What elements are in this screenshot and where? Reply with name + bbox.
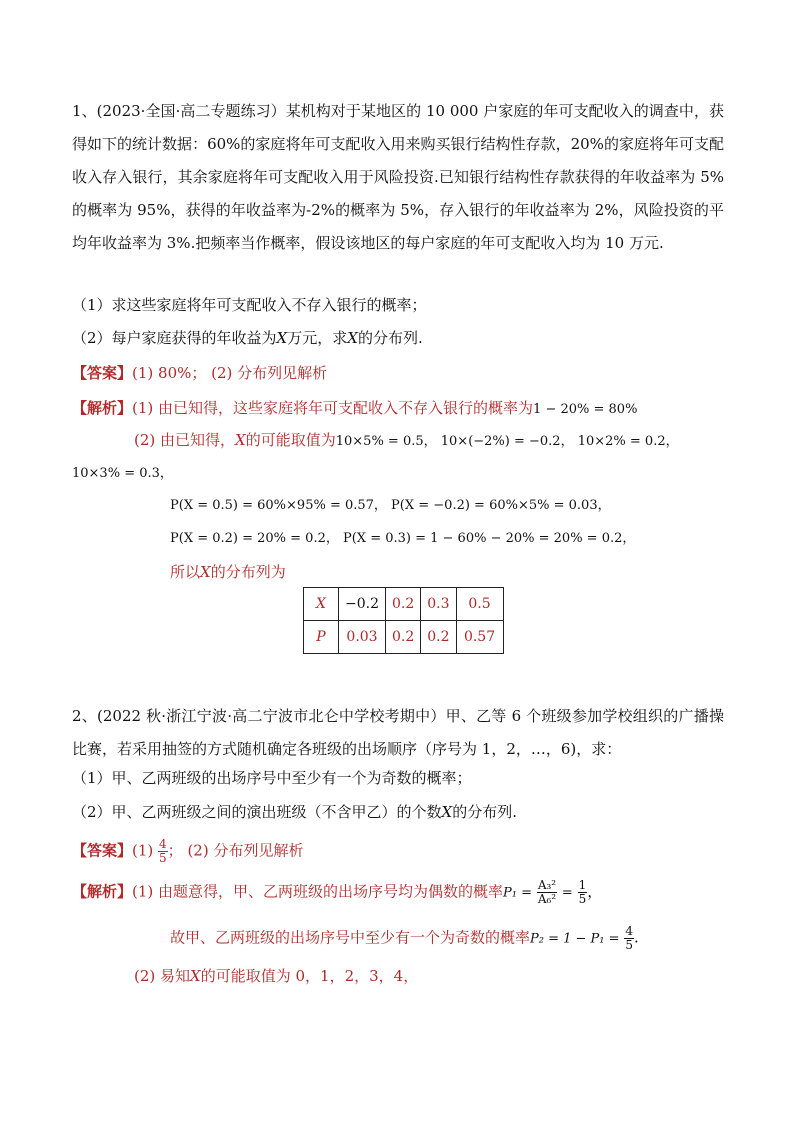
q2-answer-frac-num: 4 <box>159 837 167 851</box>
q2-a1-res-den: 5 <box>578 892 587 906</box>
q2-a1-end: ， <box>587 882 603 901</box>
q1-p-line2: P(X = 0.2) = 20% = 0.2， P(X = 0.3) = 1 − 60% − 20% = 20% = 0.2， <box>170 531 636 546</box>
q2-a1b-num: 4 <box>625 924 633 938</box>
q2-answer-tag: 【答案】 <box>72 841 133 860</box>
q2-a1-eq: = <box>561 885 573 901</box>
q1-a2-text: (2) 由已知得， <box>134 431 236 449</box>
table-cell: 0.2 <box>386 588 421 621</box>
q2-sub2-var: X <box>441 803 453 821</box>
q1-p-line1: P(X = 0.5) = 60%×95% = 0.57， P(X = −0.2) = 60%×5% = 0.03， <box>170 498 611 513</box>
q1-conclusion-pre: 所以 <box>170 563 201 581</box>
q2-answer-post: ； (2) 分布列见解析 <box>167 841 304 860</box>
q1-sub1: （1）求这些家庭将年可支配收入不存入银行的概率； <box>72 296 427 314</box>
q1-sub2 <box>72 327 423 348</box>
q1-sub2-pre: （2）每户家庭获得的年收益为 <box>72 329 277 347</box>
q1-sub2-mid: 万元，求 <box>287 329 348 347</box>
q1-sub2-post: 的分布列. <box>357 329 423 347</box>
q1-a1-text: (1) 由已知得，这些家庭将年可支配收入不存入银行的概率为 <box>132 399 534 417</box>
q2-sub2-post: 的分布列. <box>452 803 518 821</box>
q1-analysis-1 <box>72 397 637 418</box>
q2-a1-text: (1) 由题意得，甲、乙两班级的出场序号均为偶数的概率 <box>132 882 504 901</box>
table-head-p: P <box>304 621 339 654</box>
q2-answer-frac-den: 5 <box>159 851 167 865</box>
q2-analysis-2 <box>134 965 418 986</box>
q2-sub2-pre: （2）甲、乙两班级之间的演出班级（不含甲乙）的个数 <box>72 803 442 821</box>
q2-a2-text2: 的可能取值为 0，1，2，3，4， <box>200 967 419 985</box>
table-row <box>304 588 504 621</box>
q1-answer <box>72 362 327 383</box>
q2-a1b-end: . <box>633 928 639 947</box>
table-cell: 0.03 <box>339 621 386 654</box>
q2-a1b-fraction <box>624 925 634 952</box>
q2-sub2 <box>72 801 517 822</box>
table-cell: 0.5 <box>456 588 503 621</box>
q1-a2-math: 10×5% = 0.5， 10×(−2%) = −0.2， 10×2% = 0.2， <box>335 434 679 449</box>
table-cell: −0.2 <box>339 588 386 621</box>
q2-analysis-tag: 【解析】 <box>72 882 133 901</box>
table-cell: 0.2 <box>386 621 421 654</box>
q2-answer-pre: (1) <box>132 841 159 860</box>
q1-sub2-var2: X <box>347 329 358 347</box>
q2-a2-text: (2) 易知 <box>134 967 191 985</box>
q2-analysis-1 <box>72 879 602 906</box>
q2-a1-fraction <box>537 879 557 906</box>
q1-answer-tag: 【答案】 <box>72 364 133 382</box>
q1-a2-var: X <box>235 431 246 449</box>
q2-answer-fraction <box>158 838 168 865</box>
q2-a1-frac-den: A₆² <box>537 892 557 906</box>
q1-a2-text2: 的可能取值为 <box>245 431 336 449</box>
q1-analysis-2 <box>134 429 679 450</box>
q1-conclusion <box>170 561 286 582</box>
table-cell: 0.3 <box>421 588 456 621</box>
table-row <box>304 621 504 654</box>
q1-conclusion-post: 的分布列为 <box>210 563 286 581</box>
q1-conclusion-var: X <box>200 563 211 581</box>
q2-a1-res-num: 1 <box>578 878 587 892</box>
q2-stem: 2、(2022 秋·浙江宁波·高二宁波市北仑中学校考期中）甲、乙等 6 个班级参加学校组织的广播操比赛，若采用抽签的方式随机确定各班级的出场顺序（序号为 1，2，…，6)，求： <box>72 707 724 758</box>
q1-sub2-var: X <box>276 329 288 347</box>
q2-a1-result <box>578 879 588 906</box>
q1-a1-math: 1 − 20% = 80% <box>533 402 638 417</box>
q2-analysis-1b <box>170 925 639 952</box>
q1-a2-math2: 10×3% = 0.3， <box>72 466 173 481</box>
q2-sub1: （1）甲、乙两班级的出场序号中至少有一个为奇数的概率； <box>72 769 472 787</box>
q2-a1b-math: P₂ = 1 − P₁ = <box>530 931 620 947</box>
distribution-table <box>303 587 504 654</box>
q2-answer <box>72 838 303 865</box>
q2-a1b-text: 故甲、乙两班级的出场序号中至少有一个为奇数的概率 <box>170 928 531 947</box>
q1-stem: 1、(2023·全国·高二专题练习）某机构对于某地区的 10 000 户家庭的年可支配收入的调查中，获得如下的统计数据：60%的家庭将年可支配收入用来购买银行结构性存款，20%的家庭将年可支配收入存入银行，其余家庭将年可支配收入用于风险投资.已知银行结构性存款获得的年收益率为 5%的概率为 95%，获得的年收益率为-2%的概率为 5%，存入银行的年收益率为 2%，风险投资的平均年收益率为 3%.把频率当作概率，假设该地区的每户家庭的年可支配收入均为 10 万元. <box>72 102 724 252</box>
table-cell: 0.57 <box>456 621 503 654</box>
q2-a1b-den: 5 <box>625 938 633 952</box>
table-cell: 0.2 <box>421 621 456 654</box>
table-head-x: X <box>304 588 339 621</box>
q2-a1-p: P₁ = <box>503 885 533 901</box>
q1-answer-text: (1) 80%； (2) 分布列见解析 <box>132 364 328 382</box>
q2-a1-frac-num: A₃² <box>537 878 557 892</box>
q2-a2-var: X <box>190 967 201 985</box>
q1-analysis-tag: 【解析】 <box>72 399 133 417</box>
